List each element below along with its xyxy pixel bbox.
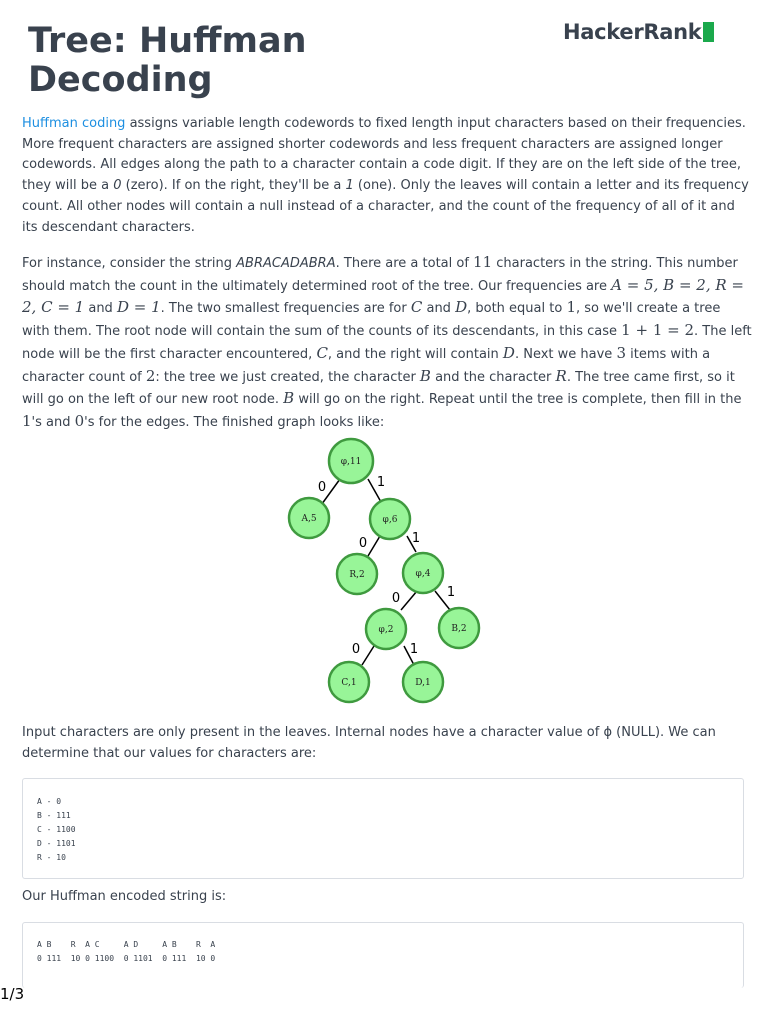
logo-block-icon xyxy=(703,22,714,42)
character-codes-block xyxy=(22,778,744,879)
node-label-root: φ,11 xyxy=(340,457,362,467)
encoded-letters-line: A B R A C A D A B R A xyxy=(37,940,216,949)
node-label-n6: φ,6 xyxy=(382,515,398,525)
edge-label-n2-d: 1 xyxy=(409,642,419,657)
node-label-r: R,2 xyxy=(349,570,365,580)
node-label-c: C,1 xyxy=(341,678,357,688)
edge-label-n6-r: 0 xyxy=(358,536,368,551)
node-label-n2: φ,2 xyxy=(378,625,394,635)
node-label-a: A,5 xyxy=(301,514,317,524)
leaves-paragraph: Input characters are only present in the leaves. Internal nodes have a character value of ϕ (NULL). We can determine that our values for characters are: xyxy=(22,725,716,761)
example-paragraph: For instance, consider the string ABRACADABRA. There are a total of 11 characters in the string. This number should match the count in the ultimately determined root of the tree. Our frequencies are A = 5, B = 2, R = 2, C = 1 and D = 1. The two smallest frequencies are for C and D, both equal to 1, so we'll create a tree with them. The root node will contain the sum of the counts of its descendants, in this case 1 + 1 = 2. The left node will be the first character encountered, C, and the right will contain D. Next we have 3 items with a character count of 2: the tree we just created, the character B and the character R. The tree came first, so it will go on the left of our new root node. B will go on the right. Repeat until the tree is complete, then fill in the 1's and 0's for the edges. The finished graph looks like: xyxy=(22,253,752,430)
node-label-b: B,2 xyxy=(451,624,467,634)
node-label-n4: φ,4 xyxy=(415,569,431,579)
edge-n6-r xyxy=(368,536,380,556)
edge-n2-c xyxy=(362,646,374,665)
edge-label-n4-b: 1 xyxy=(446,585,456,600)
node-label-d: D,1 xyxy=(415,678,431,688)
logo-text: HackerRank xyxy=(563,20,702,44)
edge-label-root-a: 0 xyxy=(317,480,327,495)
edge-label-root-n6: 1 xyxy=(376,475,386,490)
character-codes-list: A - 0 B - 111 C - 1100 D - 1101 R - 10 xyxy=(37,797,76,862)
encoded-bits-line: 0 111 10 0 1100 0 1101 0 111 10 0 xyxy=(37,954,216,963)
huffman-tree-diagram xyxy=(280,430,490,710)
edge-label-n6-n4: 1 xyxy=(411,531,421,546)
edge-label-n2-c: 0 xyxy=(351,642,361,657)
encoded-label: Our Huffman encoded string is: xyxy=(22,889,227,904)
title-line-1: Tree: Huffman xyxy=(28,21,307,61)
page-indicator: 1/3 xyxy=(0,985,25,1003)
page-title xyxy=(28,22,307,100)
edge-n4-n2 xyxy=(401,591,417,610)
edge-label-n4-n2: 0 xyxy=(391,591,401,606)
encoded-string-block xyxy=(22,922,744,988)
huffman-coding-link[interactable]: Huffman coding xyxy=(22,116,126,131)
hackerrank-logo[interactable] xyxy=(563,20,714,44)
title-line-2: Decoding xyxy=(28,60,213,100)
intro-paragraph: Huffman coding assigns variable length codewords to fixed length input characters based on their frequencies. More frequent characters are assigned shorter codewords and less frequent characters are assigned longer codewords. All edges along the path to a character contain a code digit. If they are on the left side of the tree, they will be a 0 (zero). If on the right, they'll be a 1 (one). Only the leaves will contain a letter and its frequency count. All other nodes will contain a null instead of a character, and the count of the frequency of all of it and its descendant characters. xyxy=(22,116,749,235)
